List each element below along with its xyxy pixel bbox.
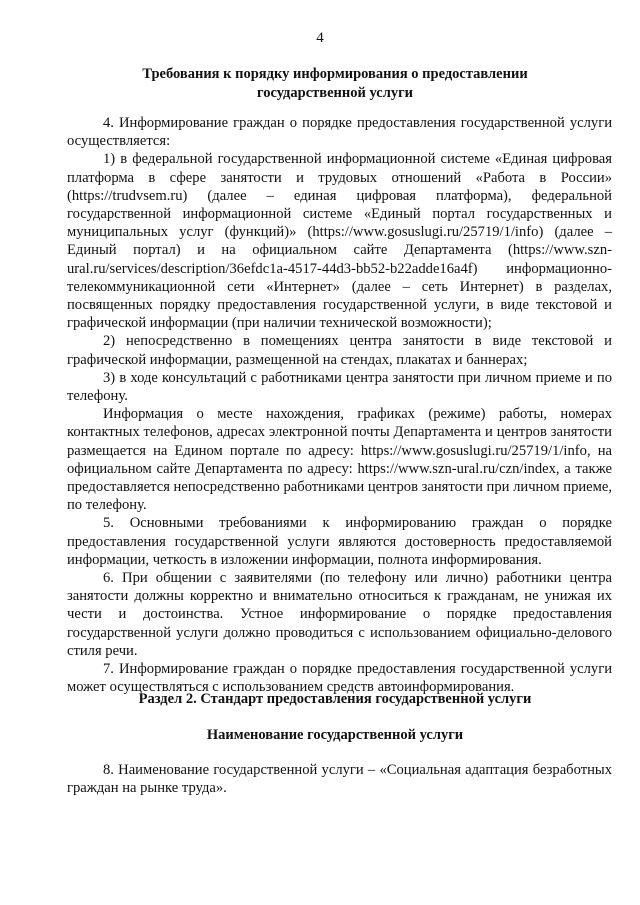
paragraph-contact-info: Информация о месте нахождения, графиках (режиме) работы, номерах контактных телефонов, адресах электронной почты Департамента и центров занятости размещается на Едином портале по адресу: https://www.gosuslugi.ru/25719/1/info, на официальном сайте Департамента по адресу: https://www.szn-ural.ru/czn/index, а также предоставляется непосредственно работниками центров занятости при личном приеме, по телефону. (67, 406, 613, 514)
requirements-heading-line2: государственной услуги (256, 85, 414, 101)
service-name-heading: Наименование государственной услуги (206, 727, 464, 743)
paragraph-7: 7. Информирование граждан о порядке предоставления государственной услуги может осуществляться с использованием средств автоинформирования. (67, 661, 612, 696)
informing-section-text (67, 114, 612, 697)
paragraph-4-item-2: 2) непосредственно в помещениях центра занятости в виде текстовой и графической информации, размещенной на стендах, плакатах и баннерах; (67, 333, 612, 368)
service-name-text (67, 761, 612, 797)
requirements-heading-line1: Требования к порядку информирования о предоставлении (142, 66, 528, 82)
paragraph-5: 5. Основными требованиями к информированию граждан о порядке предоставления государственной услуги являются достоверность предоставляемой информации, четкость в изложении информации, полнота информирования. (67, 515, 612, 568)
paragraph-6: 6. При общении с заявителями (по телефону или лично) работники центра занятости должны корректно и внимательно относиться к гражданам, не унижая их чести и достоинства. Устное информирование о порядке предоставления государственной услуги должно проводиться с использованием официально-делового стиля речи. (67, 570, 612, 659)
requirements-heading (60, 65, 610, 103)
section-2-heading: Раздел 2. Стандарт предоставления государственной услуги (138, 691, 532, 707)
paragraph-4-item-1: 1) в федеральной государственной информационной системе «Единая цифровая платформа в сфере занятости и трудовых отношений «Работа в России» (https://trudvsem.ru) (далее – единая цифровая платформа), федеральной государственной информационной системе «Единый портал государственных и муниципальных услуг (функций)» (https://www.gosuslugi.ru/25719/1/info) (далее – Единый портал) и на официальном сайте Департамента (https://www.szn-ural.ru/services/description/36efdc1a-4517-44d3-bb52-b22adde16a4f) информационно-телекоммуникационной сети «Интернет» (далее – сеть Интернет) в разделах, посвященных порядку предоставления государственной услуги, в виде текстовой и графической информации (при наличии технической возможности); (67, 151, 612, 332)
paragraph-8: 8. Наименование государственной услуги – «Социальная адаптация безработных граждан на рынке труда». (67, 762, 612, 797)
page-number: 4 (316, 30, 324, 46)
paragraph-4-item-3: 3) в ходе консультаций с работниками центра занятости при личном приеме и по телефону. (67, 369, 612, 405)
paragraph-4: 4. Информирование граждан о порядке предоставления государственной услуги осуществляется: (67, 115, 612, 150)
